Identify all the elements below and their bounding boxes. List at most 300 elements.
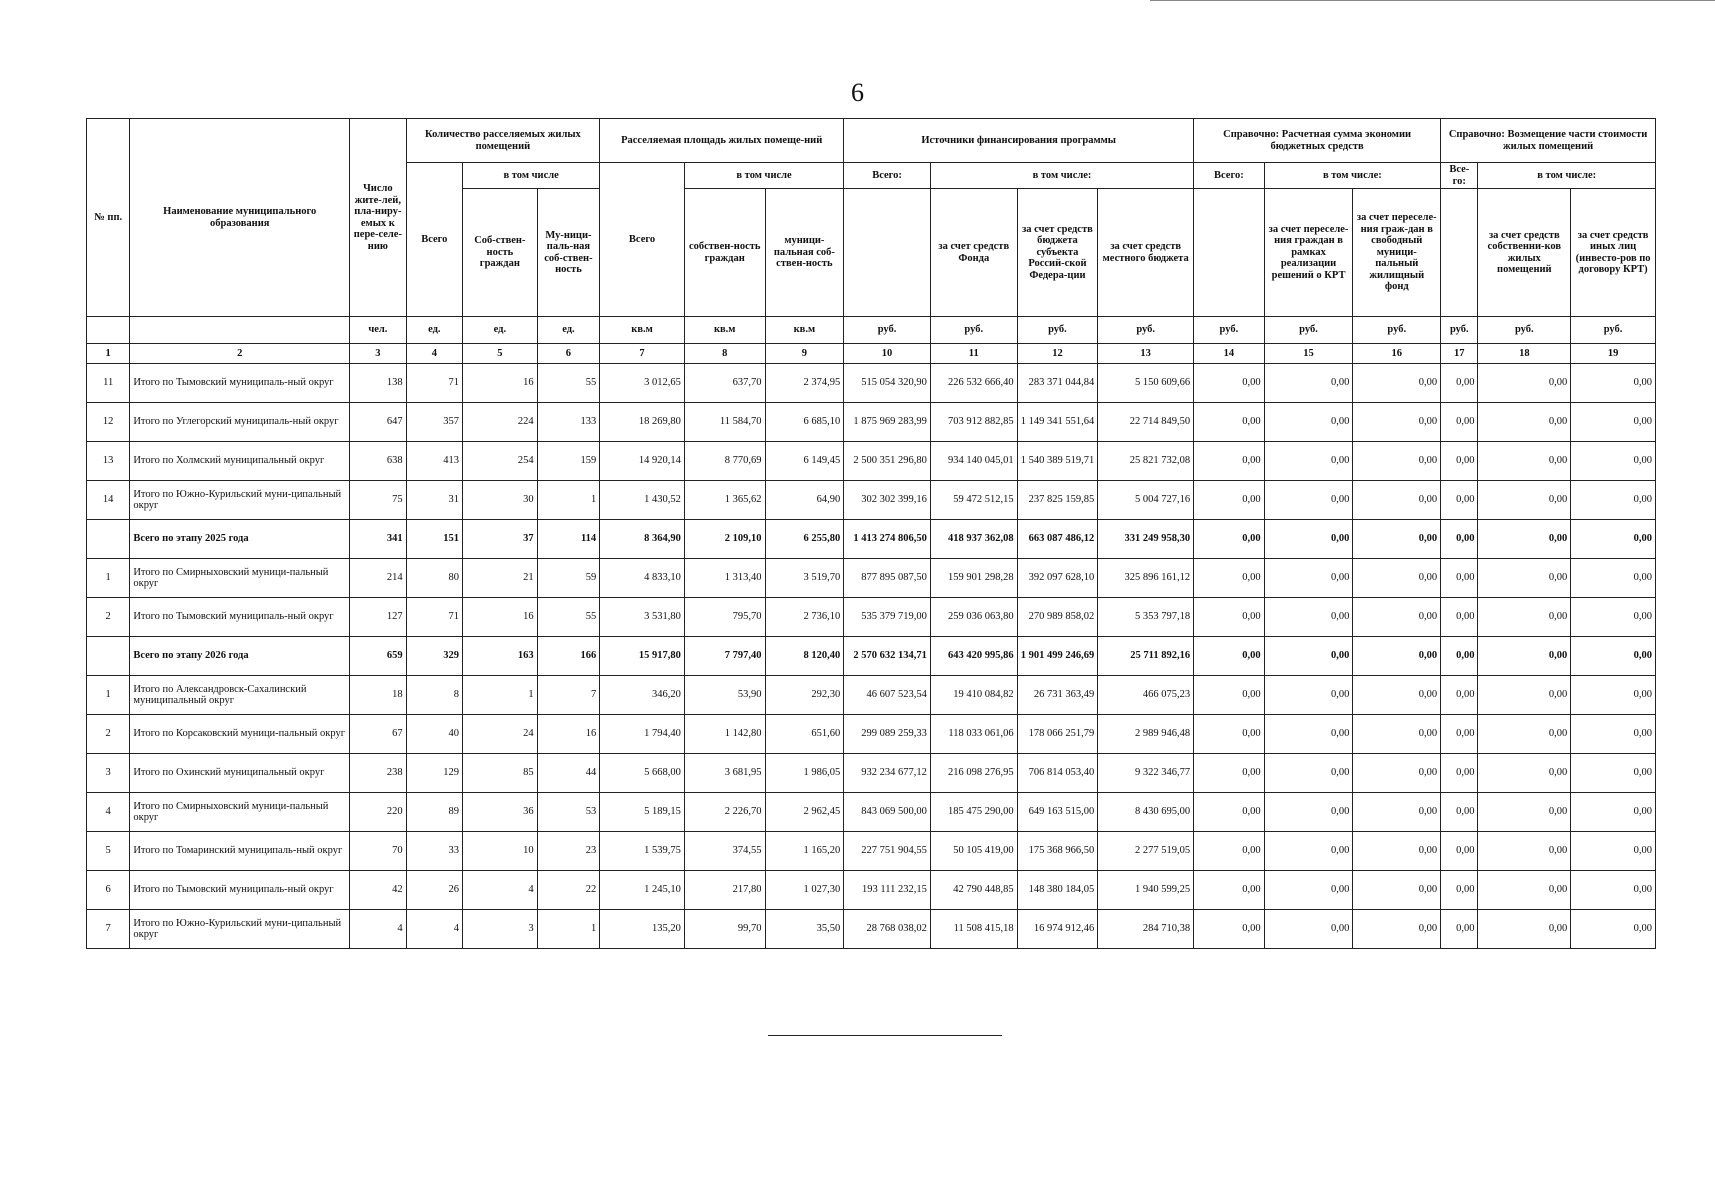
municipality-name-cell: Всего по этапу 2026 года	[130, 637, 350, 676]
value-cell: 148 380 184,05	[1017, 871, 1098, 910]
value-cell: 0,00	[1478, 481, 1571, 520]
value-cell: 302 302 399,16	[844, 481, 931, 520]
value-cell: 1 027,30	[765, 871, 844, 910]
column-number-cell: 1	[87, 344, 130, 364]
value-cell: 8 430 695,00	[1098, 793, 1194, 832]
value-cell: 0,00	[1571, 832, 1656, 871]
value-cell: 0,00	[1353, 442, 1441, 481]
value-cell: 1	[463, 676, 538, 715]
column-number-cell: 12	[1017, 344, 1098, 364]
value-cell: 50 105 419,00	[930, 832, 1017, 871]
value-cell: 5 150 609,66	[1098, 364, 1194, 403]
value-cell: 0,00	[1571, 793, 1656, 832]
unit-cell: руб.	[1194, 317, 1265, 344]
column-number-cell: 15	[1264, 344, 1353, 364]
value-cell: 1 142,80	[684, 715, 765, 754]
table-row	[87, 871, 1656, 910]
value-cell: 0,00	[1478, 832, 1571, 871]
value-cell: 638	[350, 442, 406, 481]
header-no: № пп.	[87, 119, 130, 317]
value-cell: 4	[350, 910, 406, 949]
header-area-private: собствен-ность граждан	[684, 189, 765, 317]
value-cell: 341	[350, 520, 406, 559]
value-cell: 0,00	[1264, 559, 1353, 598]
column-number-cell: 10	[844, 344, 931, 364]
value-cell: 42	[350, 871, 406, 910]
column-number-cell: 2	[130, 344, 350, 364]
row-number-cell: 5	[87, 832, 130, 871]
municipality-name-cell: Итого по Южно-Курильский муни-ципальный округ	[130, 910, 350, 949]
unit-cell: кв.м	[765, 317, 844, 344]
table-row	[87, 364, 1656, 403]
unit-cell: руб.	[1098, 317, 1194, 344]
value-cell: 44	[537, 754, 600, 793]
value-cell: 129	[406, 754, 462, 793]
table-row	[87, 715, 1656, 754]
value-cell: 0,00	[1194, 754, 1265, 793]
header-fin-fund: за счет средств Фонда	[930, 189, 1017, 317]
value-cell: 193 111 232,15	[844, 871, 931, 910]
header-compensation-group: Справочно: Возмещение части стоимости жилых помещений	[1441, 119, 1656, 163]
row-number-cell	[87, 637, 130, 676]
value-cell: 33	[406, 832, 462, 871]
value-cell: 89	[406, 793, 462, 832]
value-cell: 2 570 632 134,71	[844, 637, 931, 676]
value-cell: 0,00	[1353, 910, 1441, 949]
column-number-cell: 6	[537, 344, 600, 364]
value-cell: 0,00	[1194, 442, 1265, 481]
value-cell: 0,00	[1264, 871, 1353, 910]
column-numbers-row	[87, 344, 1656, 364]
header-area-incl: в том числе	[684, 163, 843, 189]
value-cell: 0,00	[1264, 832, 1353, 871]
value-cell: 0,00	[1264, 676, 1353, 715]
column-number-cell: 8	[684, 344, 765, 364]
value-cell: 292,30	[765, 676, 844, 715]
value-cell: 0,00	[1264, 910, 1353, 949]
value-cell: 283 371 044,84	[1017, 364, 1098, 403]
header-fin-total-cell	[844, 189, 931, 317]
value-cell: 0,00	[1441, 754, 1478, 793]
value-cell: 325 896 161,12	[1098, 559, 1194, 598]
value-cell: 0,00	[1571, 871, 1656, 910]
value-cell: 67	[350, 715, 406, 754]
value-cell: 0,00	[1478, 598, 1571, 637]
value-cell: 16	[537, 715, 600, 754]
value-cell: 0,00	[1194, 793, 1265, 832]
row-number-cell: 7	[87, 910, 130, 949]
municipality-name-cell: Итого по Тымовский муниципаль-ный округ	[130, 364, 350, 403]
value-cell: 0,00	[1478, 754, 1571, 793]
value-cell: 227 751 904,55	[844, 832, 931, 871]
column-number-cell: 3	[350, 344, 406, 364]
value-cell: 1 540 389 519,71	[1017, 442, 1098, 481]
value-cell: 18 269,80	[600, 403, 685, 442]
row-number-cell: 2	[87, 715, 130, 754]
value-cell: 0,00	[1441, 910, 1478, 949]
row-number-cell: 1	[87, 676, 130, 715]
value-cell: 42 790 448,85	[930, 871, 1017, 910]
unit-cell: руб.	[1441, 317, 1478, 344]
value-cell: 3 519,70	[765, 559, 844, 598]
value-cell: 331 249 958,30	[1098, 520, 1194, 559]
value-cell: 114	[537, 520, 600, 559]
unit-cell	[87, 317, 130, 344]
header-comp-others: за счет средств иных лиц (инвесто-ров по договору КРТ)	[1571, 189, 1656, 317]
value-cell: 53	[537, 793, 600, 832]
header-fin-total: Всего:	[844, 163, 931, 189]
value-cell: 0,00	[1353, 715, 1441, 754]
row-number-cell: 11	[87, 364, 130, 403]
column-number-cell: 14	[1194, 344, 1265, 364]
value-cell: 21	[463, 559, 538, 598]
value-cell: 159 901 298,28	[930, 559, 1017, 598]
value-cell: 0,00	[1571, 754, 1656, 793]
value-cell: 0,00	[1441, 481, 1478, 520]
header-econ-free: за счет переселе-ния граж-дан в свободный муници-пальный жилищный фонд	[1353, 189, 1441, 317]
value-cell: 706 814 053,40	[1017, 754, 1098, 793]
value-cell: 22	[537, 871, 600, 910]
value-cell: 159	[537, 442, 600, 481]
value-cell: 3 012,65	[600, 364, 685, 403]
municipality-name-cell: Итого по Смирныховский муници-пальный округ	[130, 793, 350, 832]
unit-cell	[130, 317, 350, 344]
value-cell: 64,90	[765, 481, 844, 520]
value-cell: 5 353 797,18	[1098, 598, 1194, 637]
value-cell: 15 917,80	[600, 637, 685, 676]
municipality-name-cell: Итого по Тымовский муниципаль-ный округ	[130, 871, 350, 910]
header-comp-total-cell	[1441, 189, 1478, 317]
value-cell: 9 322 346,77	[1098, 754, 1194, 793]
value-cell: 6 149,45	[765, 442, 844, 481]
unit-cell: ед.	[463, 317, 538, 344]
header-area-group: Расселяемая площадь жилых помеще-ний	[600, 119, 844, 163]
value-cell: 418 937 362,08	[930, 520, 1017, 559]
value-cell: 2 277 519,05	[1098, 832, 1194, 871]
value-cell: 0,00	[1441, 598, 1478, 637]
table-row	[87, 910, 1656, 949]
header-econ-krt: за счет переселе-ния граждан в рамках реализации решений о КРТ	[1264, 189, 1353, 317]
value-cell: 1 794,40	[600, 715, 685, 754]
value-cell: 2 962,45	[765, 793, 844, 832]
header-comp-owners: за счет средств собственни-ков жилых помещений	[1478, 189, 1571, 317]
unit-cell: руб.	[930, 317, 1017, 344]
value-cell: 46 607 523,54	[844, 676, 931, 715]
top-edge-line	[1150, 0, 1715, 1]
value-cell: 175 368 966,50	[1017, 832, 1098, 871]
table-row	[87, 403, 1656, 442]
header-fin-incl: в том числе:	[930, 163, 1193, 189]
value-cell: 2 109,10	[684, 520, 765, 559]
municipality-name-cell: Итого по Смирныховский муници-пальный округ	[130, 559, 350, 598]
value-cell: 25 821 732,08	[1098, 442, 1194, 481]
value-cell: 0,00	[1478, 676, 1571, 715]
column-number-cell: 11	[930, 344, 1017, 364]
value-cell: 80	[406, 559, 462, 598]
value-cell: 0,00	[1264, 403, 1353, 442]
value-cell: 2 736,10	[765, 598, 844, 637]
table-row	[87, 559, 1656, 598]
value-cell: 6 255,80	[765, 520, 844, 559]
value-cell: 0,00	[1478, 403, 1571, 442]
row-number-cell: 3	[87, 754, 130, 793]
value-cell: 226 532 666,40	[930, 364, 1017, 403]
value-cell: 178 066 251,79	[1017, 715, 1098, 754]
value-cell: 0,00	[1353, 403, 1441, 442]
row-number-cell	[87, 520, 130, 559]
value-cell: 2 226,70	[684, 793, 765, 832]
value-cell: 0,00	[1194, 403, 1265, 442]
column-number-cell: 13	[1098, 344, 1194, 364]
value-cell: 0,00	[1194, 715, 1265, 754]
header-area-total: Всего	[600, 163, 685, 317]
value-cell: 4	[463, 871, 538, 910]
value-cell: 0,00	[1194, 676, 1265, 715]
municipality-name-cell: Итого по Южно-Курильский муни-ципальный округ	[130, 481, 350, 520]
value-cell: 1 413 274 806,50	[844, 520, 931, 559]
value-cell: 37	[463, 520, 538, 559]
unit-cell: ед.	[537, 317, 600, 344]
table-row	[87, 442, 1656, 481]
value-cell: 0,00	[1264, 754, 1353, 793]
header-fin-region: за счет средств бюджета субъекта Россий-ской Федера-ции	[1017, 189, 1098, 317]
header-econ-incl: в том числе:	[1264, 163, 1440, 189]
value-cell: 0,00	[1441, 403, 1478, 442]
value-cell: 138	[350, 364, 406, 403]
column-number-cell: 17	[1441, 344, 1478, 364]
value-cell: 0,00	[1478, 364, 1571, 403]
value-cell: 220	[350, 793, 406, 832]
value-cell: 1 165,20	[765, 832, 844, 871]
value-cell: 237 825 159,85	[1017, 481, 1098, 520]
value-cell: 284 710,38	[1098, 910, 1194, 949]
value-cell: 877 895 087,50	[844, 559, 931, 598]
value-cell: 0,00	[1353, 754, 1441, 793]
value-cell: 1 901 499 246,69	[1017, 637, 1098, 676]
value-cell: 0,00	[1478, 871, 1571, 910]
value-cell: 8 120,40	[765, 637, 844, 676]
value-cell: 53,90	[684, 676, 765, 715]
value-cell: 647	[350, 403, 406, 442]
value-cell: 0,00	[1353, 481, 1441, 520]
value-cell: 649 163 515,00	[1017, 793, 1098, 832]
value-cell: 3 681,95	[684, 754, 765, 793]
value-cell: 0,00	[1353, 676, 1441, 715]
value-cell: 299 089 259,33	[844, 715, 931, 754]
header-count-private: Соб-ствен-ность граждан	[463, 189, 538, 317]
header-econ-total-cell	[1194, 189, 1265, 317]
value-cell: 5 668,00	[600, 754, 685, 793]
municipality-name-cell: Всего по этапу 2025 года	[130, 520, 350, 559]
header-econ-total: Всего:	[1194, 163, 1265, 189]
header-area-municipal: муници-пальная соб-ствен-ность	[765, 189, 844, 317]
value-cell: 0,00	[1441, 676, 1478, 715]
value-cell: 0,00	[1571, 676, 1656, 715]
header-count-total: Всего	[406, 163, 462, 317]
page-number: 6	[851, 78, 864, 107]
value-cell: 8	[406, 676, 462, 715]
value-cell: 18	[350, 676, 406, 715]
table-row	[87, 598, 1656, 637]
header-count-group: Количество расселяемых жилых помещений	[406, 119, 600, 163]
resettlement-table	[86, 118, 1656, 949]
value-cell: 55	[537, 364, 600, 403]
municipality-name-cell: Итого по Углегорский муниципаль-ный округ	[130, 403, 350, 442]
value-cell: 135,20	[600, 910, 685, 949]
total-row	[87, 637, 1656, 676]
value-cell: 0,00	[1194, 520, 1265, 559]
value-cell: 5 189,15	[600, 793, 685, 832]
value-cell: 0,00	[1194, 832, 1265, 871]
value-cell: 8 770,69	[684, 442, 765, 481]
column-number-cell: 18	[1478, 344, 1571, 364]
header-name: Наименование муниципального образования	[130, 119, 350, 317]
value-cell: 0,00	[1353, 793, 1441, 832]
value-cell: 0,00	[1441, 520, 1478, 559]
value-cell: 71	[406, 598, 462, 637]
value-cell: 0,00	[1194, 598, 1265, 637]
value-cell: 217,80	[684, 871, 765, 910]
value-cell: 0,00	[1441, 832, 1478, 871]
value-cell: 0,00	[1194, 910, 1265, 949]
value-cell: 0,00	[1571, 910, 1656, 949]
value-cell: 75	[350, 481, 406, 520]
value-cell: 6 685,10	[765, 403, 844, 442]
row-number-cell: 4	[87, 793, 130, 832]
value-cell: 0,00	[1264, 637, 1353, 676]
header-fin-local: за счет средств местного бюджета	[1098, 189, 1194, 317]
value-cell: 0,00	[1264, 793, 1353, 832]
value-cell: 0,00	[1353, 520, 1441, 559]
value-cell: 0,00	[1478, 442, 1571, 481]
value-cell: 0,00	[1478, 715, 1571, 754]
header-count-municipal: Му-ници-паль-ная соб-ствен-ность	[537, 189, 600, 317]
column-number-cell: 9	[765, 344, 844, 364]
header-comp-total: Все-го:	[1441, 163, 1478, 189]
value-cell: 1 430,52	[600, 481, 685, 520]
total-row	[87, 520, 1656, 559]
value-cell: 30	[463, 481, 538, 520]
table-row	[87, 676, 1656, 715]
value-cell: 0,00	[1478, 637, 1571, 676]
value-cell: 0,00	[1264, 715, 1353, 754]
value-cell: 127	[350, 598, 406, 637]
value-cell: 40	[406, 715, 462, 754]
value-cell: 1	[537, 910, 600, 949]
value-cell: 4	[406, 910, 462, 949]
value-cell: 0,00	[1194, 871, 1265, 910]
value-cell: 26	[406, 871, 462, 910]
value-cell: 2 989 946,48	[1098, 715, 1194, 754]
value-cell: 0,00	[1571, 520, 1656, 559]
value-cell: 0,00	[1571, 403, 1656, 442]
value-cell: 0,00	[1353, 598, 1441, 637]
value-cell: 2 374,95	[765, 364, 844, 403]
value-cell: 1 313,40	[684, 559, 765, 598]
table-body	[87, 317, 1656, 949]
value-cell: 4 833,10	[600, 559, 685, 598]
unit-cell: руб.	[1478, 317, 1571, 344]
municipality-name-cell: Итого по Холмский муниципальный округ	[130, 442, 350, 481]
unit-cell: руб.	[1353, 317, 1441, 344]
value-cell: 0,00	[1264, 520, 1353, 559]
value-cell: 35,50	[765, 910, 844, 949]
value-cell: 1 986,05	[765, 754, 844, 793]
value-cell: 0,00	[1353, 832, 1441, 871]
value-cell: 0,00	[1264, 481, 1353, 520]
value-cell: 346,20	[600, 676, 685, 715]
unit-cell: ед.	[406, 317, 462, 344]
value-cell: 163	[463, 637, 538, 676]
table-row	[87, 754, 1656, 793]
value-cell: 259 036 063,80	[930, 598, 1017, 637]
value-cell: 0,00	[1441, 559, 1478, 598]
value-cell: 1 149 341 551,64	[1017, 403, 1098, 442]
value-cell: 795,70	[684, 598, 765, 637]
value-cell: 71	[406, 364, 462, 403]
value-cell: 1	[537, 481, 600, 520]
value-cell: 1 875 969 283,99	[844, 403, 931, 442]
value-cell: 932 234 677,12	[844, 754, 931, 793]
value-cell: 7 797,40	[684, 637, 765, 676]
value-cell: 843 069 500,00	[844, 793, 931, 832]
header-economy-group: Справочно: Расчетная сумма экономии бюджетных средств	[1194, 119, 1441, 163]
value-cell: 515 054 320,90	[844, 364, 931, 403]
value-cell: 166	[537, 637, 600, 676]
column-number-cell: 5	[463, 344, 538, 364]
value-cell: 0,00	[1478, 910, 1571, 949]
value-cell: 3	[463, 910, 538, 949]
value-cell: 413	[406, 442, 462, 481]
value-cell: 0,00	[1194, 637, 1265, 676]
table-row	[87, 832, 1656, 871]
value-cell: 0,00	[1194, 481, 1265, 520]
value-cell: 0,00	[1264, 442, 1353, 481]
unit-cell: руб.	[1264, 317, 1353, 344]
value-cell: 3 531,80	[600, 598, 685, 637]
value-cell: 0,00	[1441, 715, 1478, 754]
value-cell: 185 475 290,00	[930, 793, 1017, 832]
value-cell: 535 379 719,00	[844, 598, 931, 637]
row-number-cell: 1	[87, 559, 130, 598]
value-cell: 0,00	[1571, 715, 1656, 754]
municipality-name-cell: Итого по Тымовский муниципаль-ный округ	[130, 598, 350, 637]
table-row	[87, 793, 1656, 832]
value-cell: 16	[463, 598, 538, 637]
value-cell: 216 098 276,95	[930, 754, 1017, 793]
value-cell: 0,00	[1571, 559, 1656, 598]
value-cell: 0,00	[1478, 520, 1571, 559]
value-cell: 133	[537, 403, 600, 442]
header-count-incl: в том числе	[463, 163, 600, 189]
column-number-cell: 16	[1353, 344, 1441, 364]
value-cell: 0,00	[1264, 598, 1353, 637]
value-cell: 270 989 858,02	[1017, 598, 1098, 637]
value-cell: 118 033 061,06	[930, 715, 1017, 754]
value-cell: 16	[463, 364, 538, 403]
value-cell: 659	[350, 637, 406, 676]
value-cell: 643 420 995,86	[930, 637, 1017, 676]
value-cell: 357	[406, 403, 462, 442]
table-row	[87, 481, 1656, 520]
value-cell: 28 768 038,02	[844, 910, 931, 949]
header-residents: Число жите-лей, пла-ниру-емых к пере-селе-нию	[350, 119, 406, 317]
value-cell: 392 097 628,10	[1017, 559, 1098, 598]
value-cell: 11 508 415,18	[930, 910, 1017, 949]
value-cell: 0,00	[1478, 793, 1571, 832]
value-cell: 1 245,10	[600, 871, 685, 910]
unit-cell: руб.	[1571, 317, 1656, 344]
